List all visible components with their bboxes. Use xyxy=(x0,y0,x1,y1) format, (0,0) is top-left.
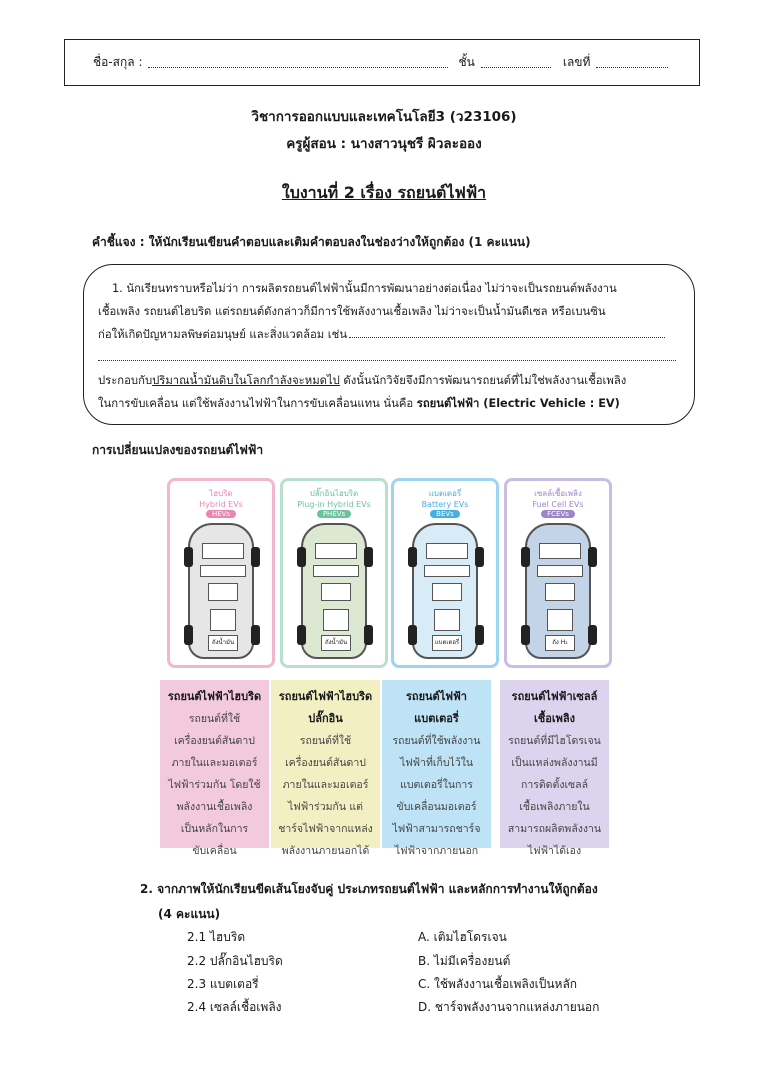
ev-card-english-name: Fuel Cell EVs xyxy=(532,500,584,509)
q1-line-1: 1. นักเรียนทราบหรือไม่ว่า การผลิตรถยนต์ไฟฟ้านั้นมีการพัฒนาอย่างต่อเนื่อง ไม่ว่าจะเป็นรถยนต์พลังงาน xyxy=(112,282,617,295)
wheel-icon xyxy=(364,547,373,567)
wheel-icon xyxy=(184,625,193,645)
ev-description-line: ไฟฟ้าร่วมกัน แต่ xyxy=(288,801,363,813)
wheel-icon xyxy=(184,547,193,567)
ev-card-tag: PHEVs xyxy=(317,510,351,518)
ev-description-line: ไฟฟ้าร่วมกัน โดยใช้ xyxy=(168,779,261,791)
number-blank[interactable] xyxy=(596,57,668,68)
q1-line-3 xyxy=(98,323,680,346)
question-1-box xyxy=(83,264,695,425)
ev-description-line: ภายในและมอเตอร์ xyxy=(282,779,369,791)
q2-left-item: 2.1 ไฮบริด xyxy=(187,930,246,944)
wheel-icon xyxy=(297,625,306,645)
section-title: การเปลี่ยนแปลงของรถยนต์ไฟฟ้า xyxy=(92,443,264,457)
wheel-icon xyxy=(251,625,260,645)
ev-description-line: เครื่องยนต์สันดาป xyxy=(174,735,255,747)
wheel-icon xyxy=(475,625,484,645)
q2-right-item: D. ชาร์จพลังงานจากแหล่งภายนอก xyxy=(418,1000,600,1014)
ev-description-line: สามารถผลิตพลังงาน xyxy=(507,823,602,835)
ev-description-heading: รถยนต์ไฟฟ้าไฮบริด xyxy=(278,690,373,703)
grade-label: ชั้น xyxy=(458,55,475,69)
ev-card-tag: HEVs xyxy=(206,510,236,518)
name-blank[interactable] xyxy=(148,57,448,68)
ev-description-line: ขับเคลื่อน xyxy=(192,845,237,857)
ev-description-heading: รถยนต์ไฟฟ้าเซลล์ xyxy=(511,690,598,703)
car-component xyxy=(315,543,357,559)
ev-card-thai-name: ปลั๊กอินไฮบริด xyxy=(309,489,359,498)
ev-description-line: การติดตั้งเซลล์ xyxy=(520,779,589,791)
ev-card xyxy=(504,478,612,668)
q1-line-2: เชื้อเพลิง รถยนต์ไฮบริด แต่รถยนต์ดังกล่าวก็มีการใช้พลังงานเชื้อเพลิง ไม่ว่าจะเป็นน้ำมันดีเซล หรือเบนซิน xyxy=(98,305,606,318)
q1-line-6-post: (Electric Vehicle : EV) xyxy=(479,397,620,410)
ev-card-english-name: Plug-in Hybrid EVs xyxy=(297,500,371,509)
car-diagram xyxy=(412,523,478,659)
ev-card xyxy=(391,478,499,668)
q1-line-5-pre: ประกอบกับ xyxy=(98,374,153,387)
q1-line-5-post: ดังนั้นนักวิจัยจึงมีการพัฒนารถยนต์ที่ไม่ใช่พลังงานเชื้อเพลิง xyxy=(339,374,627,387)
ev-description-line: รถยนต์ที่ใช้พลังงาน xyxy=(392,735,481,747)
car-component xyxy=(432,583,462,601)
q2-right-item: A. เติมไฮโดรเจน xyxy=(418,930,507,944)
car-component xyxy=(210,609,236,631)
ev-types-figure xyxy=(160,478,620,857)
student-info-box xyxy=(64,39,700,86)
ev-description-line: เป็นแหล่งพลังงานมี xyxy=(511,757,598,769)
car-component xyxy=(200,565,246,577)
q1-line-3-text: ก่อให้เกิดปัญหามลพิษต่อมนุษย์ และสิ่งแวดล้อม เช่น xyxy=(98,328,348,341)
ev-description-line: ภายในและมอเตอร์ xyxy=(171,757,258,769)
wheel-icon xyxy=(521,547,530,567)
subject-title: วิชาการออกแบบและเทคโนโลยี3 (ว23106) xyxy=(251,109,517,125)
car-component xyxy=(202,543,244,559)
wheel-icon xyxy=(297,547,306,567)
ev-description xyxy=(382,680,491,857)
worksheet-title xyxy=(0,181,768,206)
worksheet-title-text: ใบงานที่ 2 เรื่อง รถยนต์ไฟฟ้า xyxy=(281,183,487,202)
wheel-icon xyxy=(588,625,597,645)
car-component xyxy=(208,583,238,601)
instruction: คำชี้แจง : ให้นักเรียนเขียนคำตอบและเติมคำตอบลงในช่องว่างให้ถูกต้อง (1 คะแนน) xyxy=(92,235,531,249)
wheel-icon xyxy=(251,547,260,567)
ev-card-thai-name: เซลล์เชื้อเพลิง xyxy=(534,489,582,498)
q2-right-item: C. ใช้พลังงานเชื้อเพลิงเป็นหลัก xyxy=(418,977,578,991)
wheel-icon xyxy=(521,625,530,645)
fuel-source-label: ถัง H₂ xyxy=(545,635,575,651)
ev-card xyxy=(167,478,275,668)
q2-line-1: 2. จากภาพให้นักเรียนขีดเส้นโยงจับคู่ ประเภทรถยนต์ไฟฟ้า และหลักการทำงานให้ถูกต้อง xyxy=(140,882,598,896)
wheel-icon xyxy=(408,547,417,567)
teacher-name: ครูผู้สอน : นางสาวนุชรี ผิวละออง xyxy=(286,136,482,152)
wheel-icon xyxy=(364,625,373,645)
car-component xyxy=(323,609,349,631)
car-diagram xyxy=(188,523,254,659)
car-diagram xyxy=(301,523,367,659)
ev-card xyxy=(280,478,388,668)
ev-description-line: ไฟฟ้าสามารถชาร์จ xyxy=(392,823,481,835)
q1-line-5-underlined: ปริมาณน้ำมันดิบในโลกกำลังจะหมดไป xyxy=(152,374,340,387)
ev-description-line: เชื้อเพลิงภายใน xyxy=(519,801,590,813)
ev-description-heading: ปลั๊กอิน xyxy=(308,712,343,725)
q1-line-6 xyxy=(98,392,680,415)
ev-card-english-name: Hybrid EVs xyxy=(199,500,243,509)
q1-line-6-bold: รถยนต์ไฟฟ้า xyxy=(416,397,480,410)
grade-blank[interactable] xyxy=(481,57,551,68)
car-diagram xyxy=(525,523,591,659)
car-component xyxy=(547,609,573,631)
ev-description-heading: เชื้อเพลิง xyxy=(534,712,575,725)
q1-line-5 xyxy=(98,369,680,392)
ev-description-line: พลังงานเชื้อเพลิง xyxy=(176,801,253,813)
q1-answer-blank-1[interactable] xyxy=(349,327,665,338)
ev-description xyxy=(500,680,609,857)
ev-description-line: ไฟฟ้าจากภายนอก xyxy=(394,845,479,857)
name-label: ชื่อ-สกุล : xyxy=(93,55,143,69)
q2-left-item: 2.3 แบตเตอรี่ xyxy=(187,977,259,991)
q2-left-item: 2.2 ปลั๊กอินไฮบริด xyxy=(187,954,283,968)
q2-left-item: 2.4 เซลล์เชื้อเพลิง xyxy=(187,1000,282,1014)
ev-description-line: ไฟฟ้าได้เอง xyxy=(527,845,582,857)
ev-card-thai-name: ไฮบริด xyxy=(209,489,233,498)
fuel-source-label: ถังน้ำมัน xyxy=(208,635,238,651)
wheel-icon xyxy=(475,547,484,567)
ev-description xyxy=(160,680,269,857)
number-label: เลขที่ xyxy=(562,55,591,69)
q2-line-2: (4 คะแนน) xyxy=(158,907,221,921)
car-component xyxy=(321,583,351,601)
ev-description-line: แบตเตอรี่ในการ xyxy=(400,779,473,791)
car-component xyxy=(545,583,575,601)
ev-description-line: ชาร์จไฟฟ้าจากแหล่ง xyxy=(278,823,373,835)
ev-description-line: รถยนต์ที่ใช้ xyxy=(299,735,352,747)
car-component xyxy=(426,543,468,559)
ev-description-line: ขับเคลื่อนมอเตอร์ xyxy=(396,801,477,813)
q1-line-4 xyxy=(98,346,680,369)
ev-description-line: ไฟฟ้าที่เก็บไว้ใน xyxy=(399,757,474,769)
ev-description-line: เครื่องยนต์สันดาป xyxy=(285,757,366,769)
wheel-icon xyxy=(408,625,417,645)
car-component xyxy=(313,565,359,577)
car-component xyxy=(537,565,583,577)
ev-card-thai-name: แบตเตอรี่ xyxy=(428,489,462,498)
q1-answer-blank-2[interactable] xyxy=(98,350,676,361)
car-component xyxy=(434,609,460,631)
car-component xyxy=(539,543,581,559)
q1-line-6-pre: ในการขับเคลื่อน แต่ใช้พลังงานไฟฟ้าในการขับเคลื่อนแทน นั่นคือ xyxy=(98,397,417,410)
ev-description-heading: รถยนต์ไฟฟ้าไฮบริด xyxy=(167,690,262,703)
ev-description-line: รถยนต์ที่มีไฮโดรเจน xyxy=(508,735,601,747)
fuel-source-label: แบตเตอรี่ xyxy=(432,635,462,651)
ev-card-english-name: Battery EVs xyxy=(421,500,469,509)
fuel-source-label: ถังน้ำมัน xyxy=(321,635,351,651)
ev-description-heading: รถยนต์ไฟฟ้า xyxy=(406,690,467,703)
q2-right-item: B. ไม่มีเครื่องยนต์ xyxy=(418,954,511,968)
ev-description-line: รถยนต์ที่ใช้ xyxy=(188,713,241,725)
ev-description xyxy=(271,680,380,857)
wheel-icon xyxy=(588,547,597,567)
ev-description-line: พลังงานภายนอกได้ xyxy=(281,845,370,857)
ev-description-heading: แบตเตอรี่ xyxy=(414,712,459,725)
car-component xyxy=(424,565,470,577)
ev-description-line: เป็นหลักในการ xyxy=(180,823,249,835)
ev-card-tag: FCEVs xyxy=(541,510,575,518)
ev-card-tag: BEVs xyxy=(430,510,460,518)
